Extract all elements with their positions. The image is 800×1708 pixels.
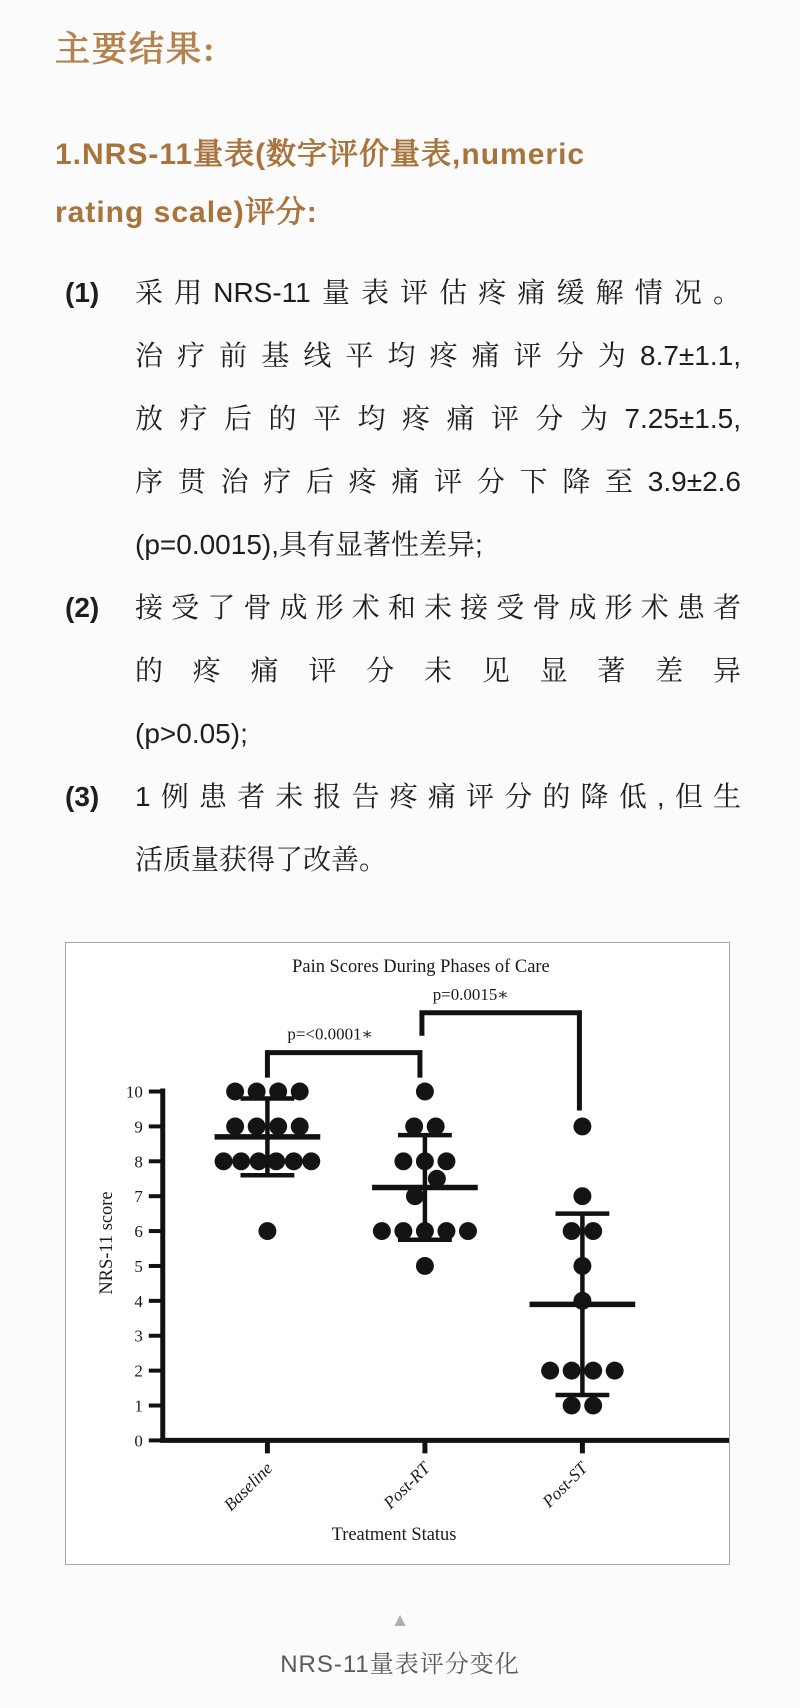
list-item-marker: (2) [65,592,100,623]
list-item-text [135,261,741,576]
pain-scatter-svg [66,943,729,1564]
svg-text:4: 4 [134,1291,143,1311]
text-line: 放疗后的平均疼痛评分为7.25±1.5, [135,403,741,434]
svg-text:0: 0 [134,1431,143,1451]
list-item-text [135,765,741,891]
results-list [65,261,741,891]
section-title [55,126,747,242]
p-value-label: p=0.0015∗ [432,984,509,1004]
text-line: 采用NRS-11量表评估疼痛缓解情况。 [135,277,741,308]
list-item-text [135,576,741,765]
text-line: 接受了骨成形术和未接受骨成形术患者 [135,592,741,623]
figure-footer [0,1608,800,1679]
text-line: 序贯治疗后疼痛评分下降至3.9±2.6 [135,466,741,497]
svg-text:10: 10 [125,1082,143,1102]
list-item-marker: (3) [65,781,100,812]
section-title-line2: rating scale)评分: [55,196,318,229]
figure-caption: NRS-11量表评分变化 [280,1651,520,1678]
text-line: 1例患者未报告疼痛评分的降低,但生 [135,781,741,812]
list-item [65,576,741,765]
significance-bracket [422,1013,579,1111]
svg-text:8: 8 [134,1152,143,1172]
x-tick-label: Baseline [219,1457,277,1515]
main-title: 主要结果: [55,30,217,69]
svg-text:9: 9 [134,1117,143,1137]
svg-text:7: 7 [134,1187,143,1207]
pain-scores-figure [65,942,730,1565]
list-item-marker: (1) [65,277,100,308]
x-tick-label: Post-RT [379,1457,434,1513]
svg-text:1: 1 [134,1396,143,1416]
list-item [65,765,741,891]
chart-title: Pain Scores During Phases of Care [292,955,550,976]
svg-text:3: 3 [134,1326,143,1346]
p-value-label: p=<0.0001∗ [287,1024,374,1044]
text-line: 治疗前基线平均疼痛评分为8.7±1.1, [135,340,741,371]
svg-text:6: 6 [134,1222,143,1242]
text-line: 活质量获得了改善。 [135,844,388,875]
significance-bracket [267,1053,420,1078]
list-item [65,261,741,576]
triangle-up-icon: ▲ [390,1610,410,1631]
x-tick-label: Post-ST [538,1457,592,1512]
text-line: (p>0.05); [135,718,248,749]
pain-scatter-chart [66,943,729,1564]
svg-text:2: 2 [134,1361,143,1381]
section-title-line1: 1.NRS-11量表(数字评价量表,numeric [55,138,586,171]
text-line: (p=0.0015),具有显著性差异; [135,529,483,560]
y-axis-title: NRS-11 score [95,1191,116,1295]
svg-text:5: 5 [134,1256,143,1276]
text-line: 的疼痛评分未见显著差异 [135,655,741,686]
x-axis-title: Treatment Status [331,1524,457,1545]
